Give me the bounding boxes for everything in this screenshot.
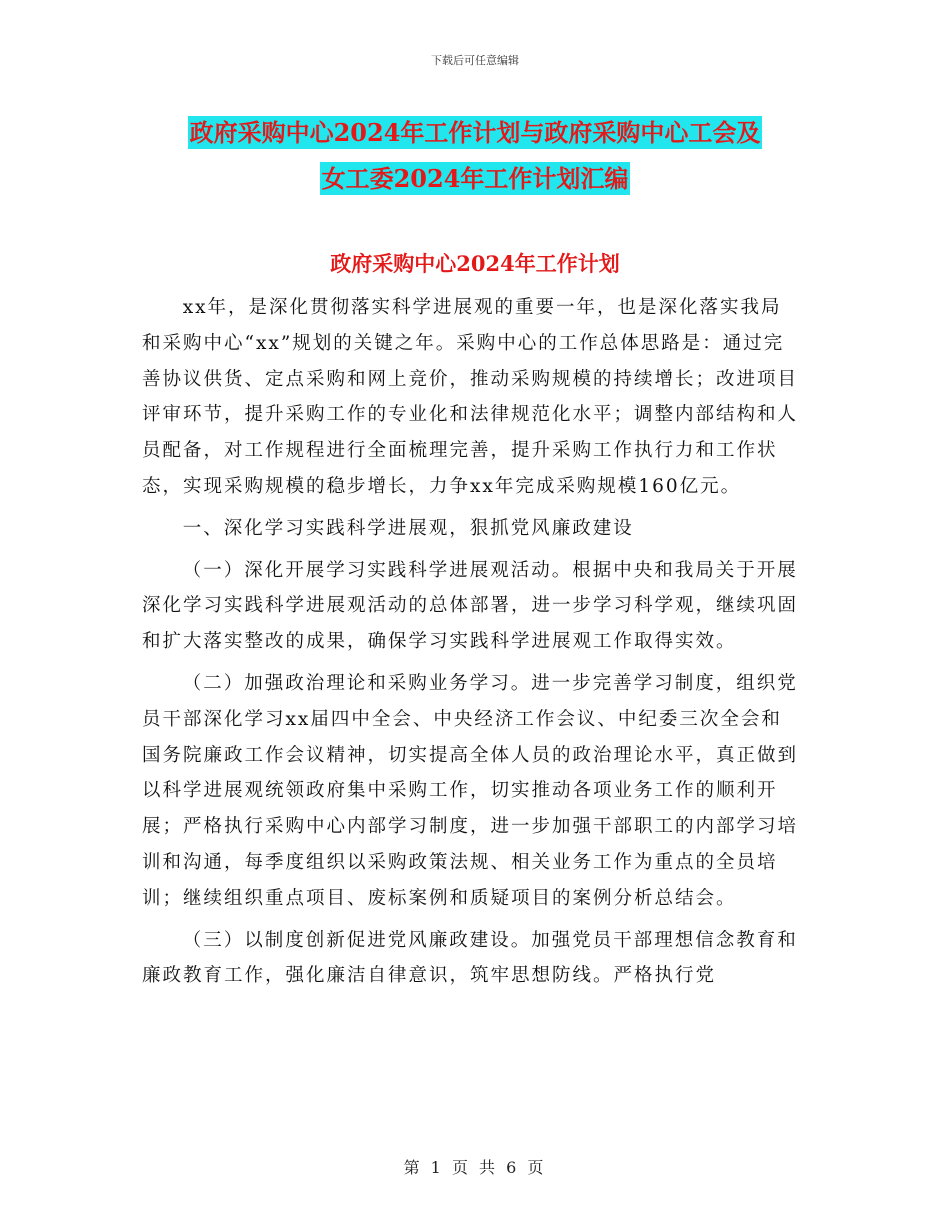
paragraph-heading-1: 一、深化学习实践科学进展观，狠抓党风廉政建设	[182, 517, 634, 539]
paragraph-intro: xx年，是深化贯彻落实科学进展观的重要一年，也是深化落实我局和采购中心“xx”规划的关键之年。采购中心的工作总体思路是：通过完善协议供货、定点采购和网上竞价，推动采购规模的持续增长；改进项目评审环节，提升采购工作的专业化和法律规范化水平；调整内部结构和人员配备，对工作规程进行全面梳理完善，提升采购工作执行力和工作状态，实现采购规模的稳步增长，力争xx年完成采购规模160亿元。	[142, 297, 799, 497]
document-title	[0, 110, 950, 202]
paragraph-item-1: （一）深化开展学习实践科学进展观活动。根据中央和我局关于开展深化学习实践科学进展观活动的总体部署，进一步学习科学观，继续巩固和扩大落实整改的成果，确保学习实践科学进展观工作取得实效。	[142, 559, 799, 653]
paragraph-item-2: （二）加强政治理论和采购业务学习。进一步完善学习制度，组织党员干部深化学习xx届四中全会、中央经济工作会议、中纪委三次全会和国务院廉政工作会议精神，切实提高全体人员的政治理论水平，真正做到以科学进展观统领政府集中采购工作，切实推动各项业务工作的顺利开展；严格执行采购中心内部学习制度，进一步加强干部职工的内部学习培训和沟通，每季度组织以采购政策法规、相关业务工作为重点的全员培训；继续组织重点项目、废标案例和质疑项目的案例分析总结会。	[142, 672, 799, 909]
page-footer: 第 1 页 共 6 页	[403, 1158, 547, 1177]
document-title-line-1: 政府采购中心2024年工作计划与政府采购中心工会及	[189, 118, 761, 147]
section-title: 政府采购中心2024年工作计划	[330, 251, 620, 276]
document-title-line-2: 女工委2024年工作计划汇编	[321, 164, 629, 193]
header-note: 下载后可任意编辑	[431, 54, 519, 67]
document-body	[142, 290, 802, 1000]
paragraph-item-3: （三）以制度创新促进党风廉政建设。加强党员干部理想信念教育和廉政教育工作，强化廉洁自律意识，筑牢思想防线。严格执行党	[142, 929, 798, 987]
